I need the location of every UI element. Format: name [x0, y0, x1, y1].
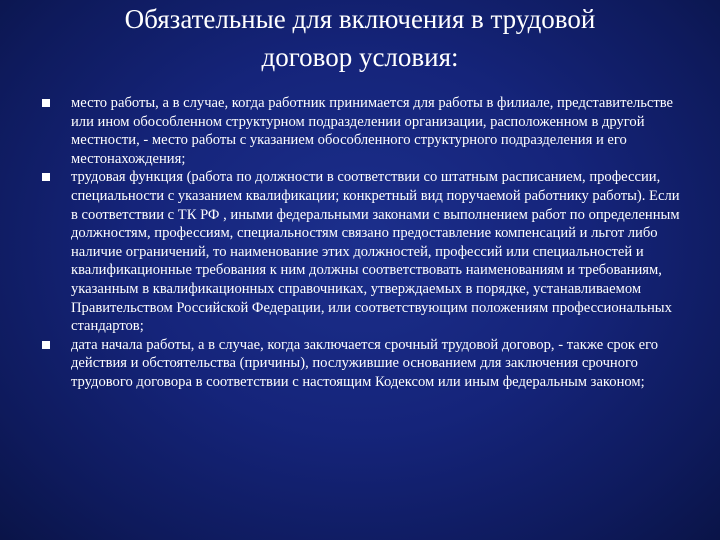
bullet-text: место работы, а в случае, когда работник принимается для работы в филиале, представительстве или ином обособленном структурном подразделении организации, расположенном в другой местности, - место работы с указанием обособленного структурного подразделения и его местонахождения; — [71, 95, 674, 167]
bullet-item-work-place — [38, 94, 686, 168]
slide-title — [40, 0, 680, 76]
bullet-item-start-date — [38, 336, 686, 392]
slide-title-line-2: договор условия: — [261, 42, 459, 72]
bullet-text: дата начала работы, а в случае, когда заключается срочный трудовой договор, - также срок его действия и обстоятельства (причины), послужившие основанием для заключения срочного трудового договора в соответствии с настоящим Кодексом или иным федеральным законом; — [71, 336, 659, 390]
bullet-text: трудовая функция (работа по должности в соответствии со штатным расписанием, профессии, специальности с указанием квалификации; конкретный вид поручаемой работнику работы). Если в соответствии с ТК РФ , иными федеральными законами с выполнением работ по определенным должностям, профессиям, специальностям связано предоставление компенсаций и льгот либо наличие ограничений, то наименование этих должностей, профессий или специальностей и квалификационные требования к ним должны соответствовать наименованиям и требованиям, указанным в квалификационных справочниках, утверждаемых в порядке, устанавливаемом Правительством Российской Федерации, или соответствующим положениям профессиональных стандартов; — [71, 169, 680, 335]
bullet-item-labor-function — [38, 168, 686, 335]
bullet-list — [38, 94, 686, 392]
square-bullet-icon — [42, 99, 50, 107]
slide-title-line-1: Обязательные для включения в трудовой — [124, 4, 596, 34]
square-bullet-icon — [42, 173, 50, 181]
square-bullet-icon — [42, 341, 50, 349]
